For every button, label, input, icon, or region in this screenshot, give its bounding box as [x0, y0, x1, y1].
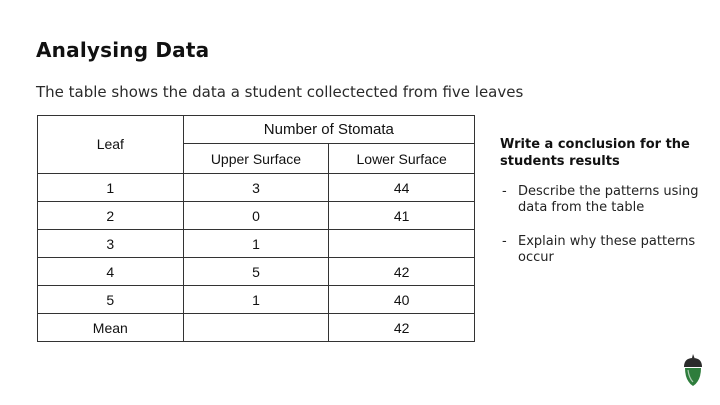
leaf-cell: 4: [38, 258, 184, 286]
task-panel: [500, 136, 710, 284]
acorn-icon: [682, 353, 704, 387]
task-heading: Write a conclusion for the students results: [500, 137, 690, 169]
task-bullet: [500, 184, 710, 216]
lower-cell: 41: [329, 202, 475, 230]
table-row: [38, 174, 475, 202]
upper-cell: 1: [183, 230, 329, 258]
table-row: [38, 258, 475, 286]
mean-label: Mean: [38, 314, 184, 342]
lower-cell: 44: [329, 174, 475, 202]
table-row: [38, 202, 475, 230]
table-row: [38, 230, 475, 258]
leaf-cell: 2: [38, 202, 184, 230]
table-row: [38, 286, 475, 314]
header-upper-surface: Upper Surface: [183, 144, 329, 174]
upper-cell: 3: [183, 174, 329, 202]
upper-cell: 0: [183, 202, 329, 230]
task-bullet-text: Explain why these patterns occur: [518, 234, 696, 265]
stomata-table: [37, 115, 475, 342]
upper-cell: 1: [183, 286, 329, 314]
upper-cell: 5: [183, 258, 329, 286]
header-lower-surface: Lower Surface: [329, 144, 475, 174]
leaf-cell: 1: [38, 174, 184, 202]
mean-upper-cell: [183, 314, 329, 342]
task-bullets: [500, 184, 710, 266]
mean-row: [38, 314, 475, 342]
leaf-cell: 3: [38, 230, 184, 258]
lower-cell: 40: [329, 286, 475, 314]
lower-cell: 42: [329, 258, 475, 286]
task-bullet-text: Describe the patterns using data from the table: [518, 184, 699, 215]
leaf-cell: 5: [38, 286, 184, 314]
header-number-of-stomata: Number of Stomata: [183, 116, 474, 144]
header-leaf: Leaf: [38, 116, 184, 174]
bullet-dash: -: [502, 184, 507, 199]
lower-cell: [329, 230, 475, 258]
mean-lower-cell: 42: [329, 314, 475, 342]
task-bullet: [500, 234, 710, 266]
page-subtitle: The table shows the data a student collectected from five leaves: [36, 83, 524, 101]
page-title: Analysing Data: [36, 38, 210, 62]
bullet-dash: -: [502, 234, 507, 249]
